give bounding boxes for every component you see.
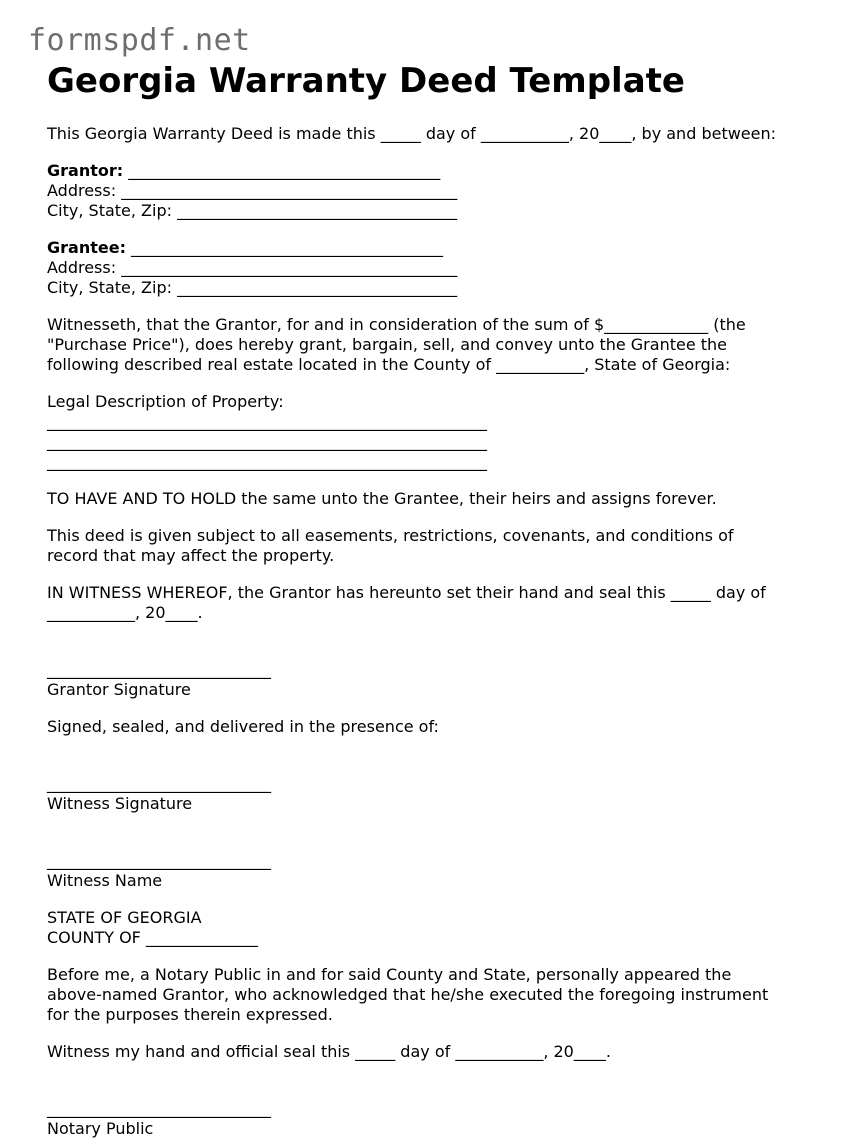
witness-signature-label: Witness Signature	[47, 794, 193, 813]
grantor-signature-block	[47, 660, 827, 700]
grantee-label: Grantee:	[47, 238, 126, 257]
intro-text: This Georgia Warranty Deed is made this _____ day of ___________, 20____, by and between:	[47, 124, 777, 143]
witness-whereof-clause: IN WITNESS WHEREOF, the Grantor has hereunto set their hand and seal this _____ day of ___________, 20____.	[47, 583, 766, 622]
page-title: Georgia Warranty Deed Template	[47, 61, 685, 101]
witness-signature-block	[47, 774, 827, 814]
watermark: formspdf.net	[28, 23, 251, 58]
notary-state: STATE OF GEORGIA	[47, 908, 202, 927]
grantee-block	[47, 238, 827, 298]
grantor-address: Address: __________________________________________	[47, 181, 458, 200]
notary-county: COUNTY OF ______________	[47, 928, 258, 947]
acknowledgment-paragraph: Before me, a Notary Public in and for said County and State, personally appeared the above-named Grantor, who acknowledged that he/she executed the foregoing instrument for the purposes therein expressed.	[47, 965, 769, 1024]
official-seal-text: Witness my hand and official seal this _____ day of ___________, 20____.	[47, 1042, 611, 1061]
legal-line: _______________________________________________________	[47, 452, 487, 471]
signature-line: ____________________________	[47, 1099, 271, 1118]
notary-venue	[47, 908, 827, 948]
legal-line: _______________________________________________________	[47, 412, 487, 431]
notary-signature-block	[47, 1099, 827, 1139]
legal-description	[47, 392, 827, 472]
grantor-name-line: _______________________________________	[123, 161, 441, 180]
notary-public-label: Notary Public	[47, 1119, 154, 1138]
grantor-city: City, State, Zip: ___________________________________	[47, 201, 458, 220]
grantee-address: Address: __________________________________________	[47, 258, 458, 277]
witness-name-label: Witness Name	[47, 871, 163, 890]
grantor-label: Grantor:	[47, 161, 124, 180]
legal-line: _______________________________________________________	[47, 432, 487, 451]
legal-description-label: Legal Description of Property:	[47, 392, 284, 411]
grantor-block	[47, 161, 827, 221]
grantee-city: City, State, Zip: ___________________________________	[47, 278, 458, 297]
signature-line: ____________________________	[47, 660, 271, 679]
witness-name-block	[47, 851, 827, 891]
document-body	[47, 124, 827, 1139]
subject-clause: This deed is given subject to all easements, restrictions, covenants, and conditions of record that may affect the property.	[47, 526, 734, 565]
grantee-name-line: _______________________________________	[125, 238, 444, 257]
signature-line: ____________________________	[47, 851, 271, 870]
presence-text: Signed, sealed, and delivered in the presence of:	[47, 717, 439, 736]
habendum-clause: TO HAVE AND TO HOLD the same unto the Grantee, their heirs and assigns forever.	[47, 489, 717, 508]
grantor-signature-label: Grantor Signature	[47, 680, 191, 699]
signature-line: ____________________________	[47, 774, 271, 793]
witnesseth-paragraph: Witnesseth, that the Grantor, for and in consideration of the sum of $_____________ (the "Purchase Price"), does hereby grant, bargain, sell, and convey unto the Grantee the following described real estate located in the County of ___________, State of Georgia:	[47, 315, 746, 374]
